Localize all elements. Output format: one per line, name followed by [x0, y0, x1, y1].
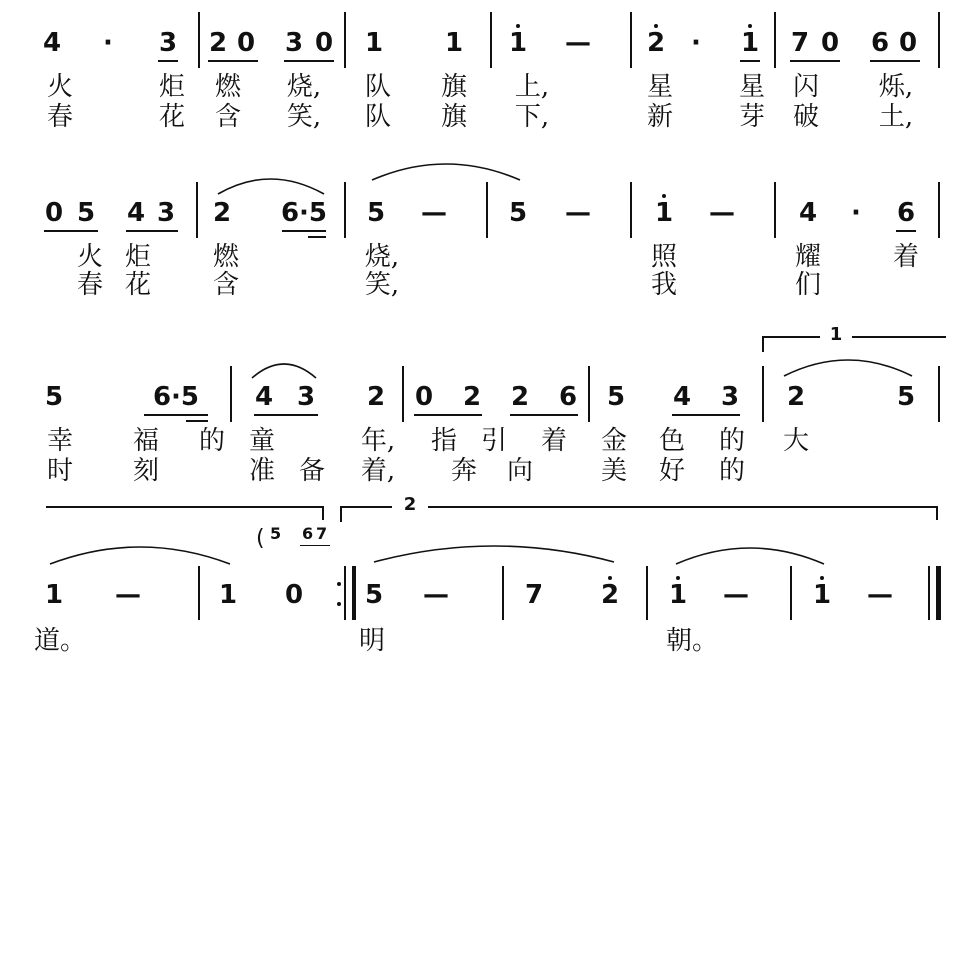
lyric: 大	[782, 426, 810, 456]
lyric: 明	[358, 626, 386, 656]
lyric: 的	[718, 456, 746, 486]
note: 2	[510, 382, 530, 412]
lyric: 春	[76, 270, 104, 300]
note: 5	[76, 198, 96, 228]
slur	[784, 360, 912, 376]
note: 2	[462, 382, 482, 412]
note: 1	[218, 580, 238, 610]
dash-note: —	[723, 580, 749, 610]
note: 1	[444, 28, 464, 58]
note: 5	[508, 198, 528, 228]
lyric: 指	[430, 426, 458, 456]
lyric: 烧,	[286, 72, 322, 102]
lyric: 时	[46, 456, 74, 486]
lyric: 着,	[360, 456, 396, 486]
lyric: 们	[794, 270, 822, 300]
note: 1	[812, 580, 832, 610]
note-dot: ·	[851, 198, 861, 228]
lyric: 燃	[212, 242, 240, 272]
note: 0	[284, 580, 304, 610]
note: 1	[654, 198, 674, 228]
lyric: 的	[198, 426, 226, 456]
note: 6·5	[152, 382, 200, 412]
lyric: 奔	[450, 456, 478, 486]
volta-2-label: 2	[403, 494, 417, 515]
lyric: 上,	[514, 72, 550, 102]
lyric: 星	[646, 72, 674, 102]
note: 5	[364, 580, 384, 610]
lyric: 准	[248, 456, 276, 486]
note: 3	[284, 28, 304, 58]
slur	[218, 179, 324, 194]
note-dot: ·	[103, 28, 113, 58]
note: 4	[672, 382, 692, 412]
note: 5	[366, 198, 386, 228]
note: 2	[600, 580, 620, 610]
lyric: 烁,	[878, 72, 914, 102]
lyric: 芽	[738, 102, 766, 132]
note: 4	[42, 28, 62, 58]
note: 1	[740, 28, 760, 58]
lyric: 旗	[440, 102, 468, 132]
note: 2	[786, 382, 806, 412]
note: 4	[126, 198, 146, 228]
lyric: 土,	[878, 102, 914, 132]
lyric: 着	[540, 426, 568, 456]
lyric: 含	[214, 102, 242, 132]
lyric: 旗	[440, 72, 468, 102]
note: 0	[44, 198, 64, 228]
lyric: 烧,	[364, 242, 400, 272]
lyric: 火	[46, 72, 74, 102]
lyric: 着	[892, 242, 920, 272]
note: 1	[364, 28, 384, 58]
lyric: 福	[132, 426, 160, 456]
note: 5	[44, 382, 64, 412]
dash-note: —	[423, 580, 449, 610]
dash-note: —	[565, 28, 591, 58]
note: 4	[254, 382, 274, 412]
note-dot: ·	[691, 28, 701, 58]
volta-1-label: 1	[829, 324, 843, 345]
lyric: 花	[124, 270, 152, 300]
note: 1	[508, 28, 528, 58]
pickup-note: 5	[270, 524, 282, 543]
lyric: 我	[650, 270, 678, 300]
lyric: 色	[658, 426, 686, 456]
lyric: 下,	[514, 102, 550, 132]
lyric: 刻	[132, 456, 160, 486]
note: 1	[44, 580, 64, 610]
lyric: 闪	[792, 72, 820, 102]
dash-note: —	[421, 198, 447, 228]
pickup-note: 6	[302, 524, 314, 543]
lyric: 火	[76, 242, 104, 272]
pickup-note: 7	[316, 524, 328, 543]
lyric: 的	[718, 426, 746, 456]
note: 6	[870, 28, 890, 58]
slur	[50, 547, 230, 564]
lyric: 照	[650, 242, 678, 272]
dash-note: —	[565, 198, 591, 228]
lyric: 好	[658, 456, 686, 486]
lyric: 笑,	[286, 102, 322, 132]
note: 0	[236, 28, 256, 58]
note: 3	[296, 382, 316, 412]
lyric: 队	[364, 102, 392, 132]
note: 5	[896, 382, 916, 412]
lyric: 道。	[33, 626, 87, 656]
slur	[676, 548, 824, 564]
lyric: 向	[506, 456, 534, 486]
note: 2	[366, 382, 386, 412]
lyric: 朝。	[665, 626, 719, 656]
note: 2	[212, 198, 232, 228]
note: 3	[156, 198, 176, 228]
note: 7	[524, 580, 544, 610]
lyric: 金	[600, 426, 628, 456]
slur	[252, 364, 316, 378]
note: 5	[606, 382, 626, 412]
lyric: 花	[158, 102, 186, 132]
pickup-paren: (	[256, 526, 265, 551]
lyric: 幸	[46, 426, 74, 456]
note: 1	[668, 580, 688, 610]
dash-note: —	[709, 198, 735, 228]
dash-note: —	[115, 580, 141, 610]
lyric: 队	[364, 72, 392, 102]
lyric: 新	[646, 102, 674, 132]
dash-note: —	[867, 580, 893, 610]
lyric: 耀	[794, 242, 822, 272]
lyric: 春	[46, 102, 74, 132]
lyric: 炬	[124, 242, 152, 272]
lyric: 引	[480, 426, 508, 456]
note: 0	[898, 28, 918, 58]
note: 0	[414, 382, 434, 412]
lyric: 星	[738, 72, 766, 102]
note: 7	[790, 28, 810, 58]
lyric: 含	[212, 270, 240, 300]
lyric: 笑,	[364, 270, 400, 300]
note: 2	[208, 28, 228, 58]
note: 6	[896, 198, 916, 228]
lyric: 童	[248, 426, 276, 456]
note: 3	[720, 382, 740, 412]
lyric: 炬	[158, 72, 186, 102]
note: 6	[558, 382, 578, 412]
note: 6·5	[280, 198, 328, 228]
lyric: 美	[600, 456, 628, 486]
slur	[374, 546, 614, 562]
note: 4	[798, 198, 818, 228]
lyric: 燃	[214, 72, 242, 102]
lyric: 破	[792, 102, 820, 132]
slur	[372, 164, 520, 180]
note: 0	[314, 28, 334, 58]
lyric: 年,	[360, 426, 396, 456]
note: 2	[646, 28, 666, 58]
lyric: 备	[298, 456, 326, 486]
note: 3	[158, 28, 178, 58]
note: 0	[820, 28, 840, 58]
